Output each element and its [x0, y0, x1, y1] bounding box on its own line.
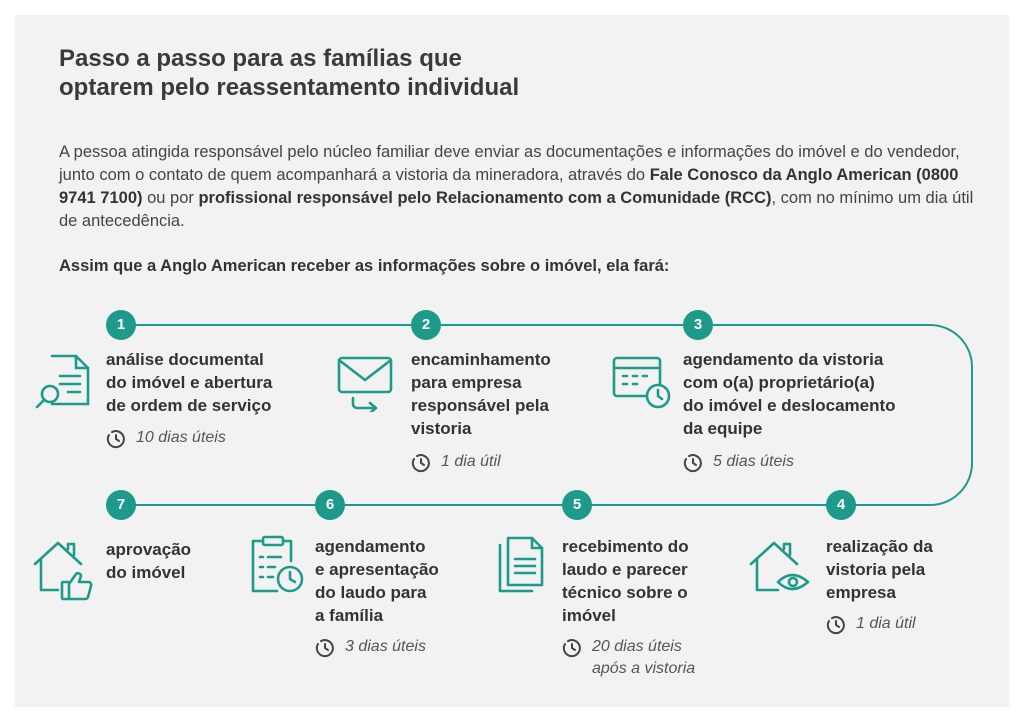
step-2-line: responsável pela — [411, 396, 549, 415]
step-1-text — [106, 348, 272, 417]
step-4-text — [826, 535, 933, 604]
step-4-duration — [826, 613, 916, 635]
clock-icon — [683, 453, 703, 473]
step-5-line: recebimento do — [562, 537, 689, 556]
duration-text: após a vistoria — [592, 660, 696, 677]
step-4-line: realização da — [826, 537, 933, 556]
step-2-line: para empresa — [411, 373, 522, 392]
duration-text: 5 dias úteis — [713, 453, 794, 470]
step-3-line: com o(a) proprietário(a) — [683, 373, 875, 392]
step-3-number: 3 — [683, 310, 713, 340]
title-line-2: optarem pelo reassentamento individual — [59, 74, 520, 101]
step-5-duration — [562, 636, 695, 680]
step-2-line: encaminhamento — [411, 350, 551, 369]
clipboard-clock-icon — [247, 535, 307, 597]
step-6-number: 6 — [315, 490, 345, 520]
intro-text-3: , com no mínimo um dia útil de antecedência. — [59, 189, 974, 230]
step-7-line: do imóvel — [106, 563, 186, 582]
step-3-duration — [683, 451, 794, 473]
step-6-line: do laudo para — [315, 583, 427, 602]
clock-icon — [411, 453, 431, 473]
clock-icon — [826, 615, 846, 635]
intro-text-1: A pessoa atingida responsável pelo núcleo familiar deve enviar as documentações e informações do imóvel e do vendedor, junto com o contato de quem acompanhará a vistoria da mineradora, através do — [59, 143, 960, 184]
step-6-line: agendamento — [315, 537, 426, 556]
clock-icon — [562, 638, 582, 658]
step-5-line: laudo e parecer — [562, 560, 688, 579]
step-3-line: do imóvel e deslocamento — [683, 396, 896, 415]
step-5-number: 5 — [562, 490, 592, 520]
step-2-text — [411, 348, 551, 440]
clock-icon — [106, 429, 126, 449]
clock-icon — [315, 638, 335, 658]
step-4-line: empresa — [826, 583, 896, 602]
step-5-line: imóvel — [562, 606, 616, 625]
rcc-contact: profissional responsável pelo Relacionamento com a Comunidade (RCC) — [198, 189, 772, 207]
step-3-text — [683, 348, 896, 440]
calendar-clock-icon — [611, 354, 673, 412]
title-line-1: Passo a passo para as famílias que — [59, 45, 462, 72]
step-2-number: 2 — [411, 310, 441, 340]
house-thumbs-up-icon — [32, 538, 96, 604]
step-7-line: aprovação — [106, 540, 192, 559]
step-6-text — [315, 535, 439, 627]
duration-text: 3 dias úteis — [345, 638, 426, 655]
envelope-forward-icon — [335, 354, 395, 412]
document-search-icon — [34, 352, 94, 410]
documents-icon — [497, 535, 547, 597]
duration-text: 1 dia útil — [856, 615, 916, 632]
step-3-line: agendamento da vistoria — [683, 350, 884, 369]
duration-text: 10 dias úteis — [136, 429, 226, 446]
fale-conosco-contact: Fale Conosco da Anglo American (0800 9741 7100) — [59, 166, 959, 207]
step-1-duration — [106, 427, 226, 449]
step-1-line: de ordem de serviço — [106, 396, 272, 415]
step-1-line: análise documental — [106, 350, 264, 369]
intro-text-2: ou por — [142, 189, 199, 207]
step-2-duration — [411, 451, 501, 473]
duration-text: 20 dias úteis — [592, 638, 682, 655]
step-3-line: da equipe — [683, 419, 763, 438]
step-6-duration — [315, 636, 426, 658]
house-eye-icon — [748, 538, 814, 596]
step-5-line: técnico sobre o — [562, 583, 688, 602]
step-7-number: 7 — [106, 490, 136, 520]
step-6-line: e apresentação — [315, 560, 439, 579]
step-6-line: a família — [315, 606, 384, 625]
lead-sentence: Assim que a Anglo American receber as informações sobre o imóvel, ela fará: — [59, 257, 670, 275]
step-5-text — [562, 535, 689, 627]
step-1-line: do imóvel e abertura — [106, 373, 273, 392]
step-2-line: vistoria — [411, 419, 472, 438]
step-7-text — [106, 538, 191, 584]
duration-text: 1 dia útil — [441, 453, 501, 470]
step-4-number: 4 — [826, 490, 856, 520]
step-1-number: 1 — [106, 310, 136, 340]
step-4-line: vistoria pela — [826, 560, 926, 579]
